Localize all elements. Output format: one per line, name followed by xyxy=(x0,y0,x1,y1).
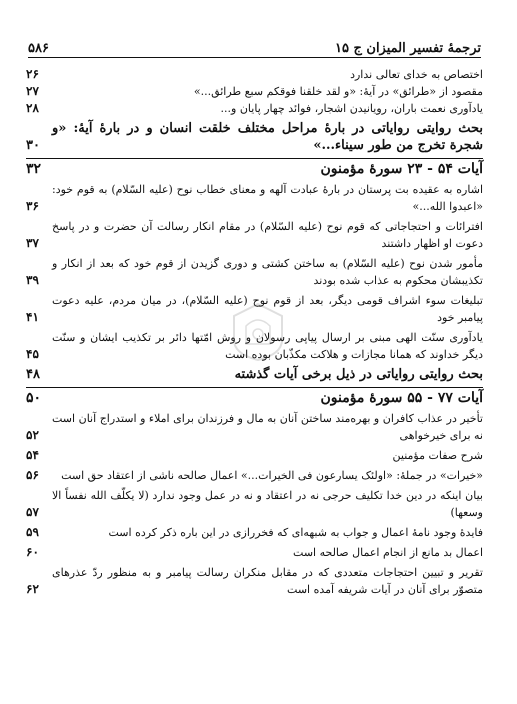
toc-entry-text: شرح صفات مؤمنین xyxy=(392,449,483,462)
toc-entry xyxy=(26,218,483,252)
toc-entry-page: ۳۶ xyxy=(26,199,39,213)
page-number: ۵۸۶ xyxy=(28,40,49,56)
section-heading-text: آیات ۵۴ - ۲۳ سورهٔ مؤمنون xyxy=(320,161,483,177)
toc-entry-page: ۳۷ xyxy=(26,236,39,250)
running-title: ترجمهٔ تفسیر المیزان ج ۱۵ xyxy=(334,40,481,56)
page-header xyxy=(28,38,481,58)
toc-entry-page: ۲۶ xyxy=(26,67,39,81)
toc-entry xyxy=(26,66,483,83)
toc-entry-narrative xyxy=(26,366,483,383)
toc-entry-text: یادآوری نعمت باران، رویانیدن اشجار، فوائد چهار پایان و... xyxy=(220,102,483,115)
toc-entry-text: تقریر و تبیین احتجاجات متعددی که در مقابل منکران رسالت پیامبر و به منظور ردّ عذرهای متصوّر برای آنان در آیات شریفه آمده است xyxy=(52,566,483,596)
toc-entry xyxy=(26,564,483,598)
toc-section-heading xyxy=(26,158,483,178)
section-heading-page: ۵۰ xyxy=(26,390,42,406)
toc-entry xyxy=(26,447,483,464)
section-heading-page: ۳۲ xyxy=(26,161,42,177)
toc-entry-page: ۵۴ xyxy=(26,448,39,462)
toc-entry xyxy=(26,100,483,117)
toc-entry-text: بحث روایتی روایاتی در ذیل برخی آیات گذشته xyxy=(234,367,483,382)
toc-entry-page: ۲۷ xyxy=(26,84,39,98)
header-rule xyxy=(28,57,481,58)
toc-entry-text: یادآوری سنّت الهی مبنی بر ارسال پیاپی رسولان و روش امّتها دائر بر تکذیب ایشان و سنّت دیگر خداوند که همانا مجازات و هلاکت مکذّبان بوده است xyxy=(52,331,483,361)
toc-entry-page: ۲۸ xyxy=(26,101,39,115)
toc-entry xyxy=(26,487,483,521)
library-watermark-emblem xyxy=(228,300,288,364)
toc-entry-text: اشاره به عقیده بت پرستان در بارهٔ عبادت آلهه و معنای خطاب نوح (علیه السّلام) به قوم خود: «اعبدوا الله...» xyxy=(52,183,483,213)
toc-entry-page: ۳۹ xyxy=(26,273,39,287)
toc-entry-narrative xyxy=(26,120,483,154)
toc-entry-text: «خیرات» در جملهٔ: «اولئک یسارعون فی الخیرات...» اعمال صالحه ناشی از اعتقاد حق است xyxy=(61,469,483,482)
toc-entry-text: مقصود از «طرائق» در آیهٔ: «و لقد خلقنا فوقکم سبع طرائق...» xyxy=(193,85,483,98)
toc-entry-text: تبلیغات سوء اشراف قومی دیگر، بعد از قوم نوح (علیه السّلام)، در میان مردم، علیه دعوت پیامبر خود xyxy=(52,294,483,324)
toc-entry-text: اختصاص به خدای تعالی ندارد xyxy=(350,68,483,81)
toc-entry-page: ۵۶ xyxy=(26,468,39,482)
toc-entry xyxy=(26,255,483,289)
toc-entry-text: بیان اینکه در دین خدا تکلیف حرجی نه در اعتقاد و نه در عمل وجود ندارد (لا یکلّف الله نفساً الا وسعها) xyxy=(52,489,483,519)
toc-entry-page: ۵۷ xyxy=(26,505,39,519)
toc-entry-page: ۵۲ xyxy=(26,428,39,442)
toc-entry-page: ۴۸ xyxy=(26,367,40,382)
toc-entry xyxy=(26,467,483,484)
toc-entry-page: ۶۰ xyxy=(26,545,39,559)
toc-entry xyxy=(26,524,483,541)
toc-entry-page: ۴۱ xyxy=(26,310,39,324)
toc-entry xyxy=(26,83,483,100)
toc-entry xyxy=(26,410,483,444)
toc-entry-text: تأخیر در عذاب کافران و بهره‌مند ساختن آنان به مال و فرزندان برای املاء و استدراج آنان است نه برای خیرخواهی xyxy=(52,412,483,442)
toc-section-heading xyxy=(26,387,483,407)
toc-entry-text: اعمال بد مانع از انجام اعمال صالحه است xyxy=(293,546,483,559)
section-heading-text: آیات ۷۷ - ۵۵ سورهٔ مؤمنون xyxy=(320,390,483,406)
toc-entry-text: بحث روایتی روایاتی در بارهٔ مراحل مختلف خلقت انسان و در بارهٔ آیهٔ: «و شجرة تخرج من طور سیناء...» xyxy=(52,121,483,153)
toc-entry-page: ۳۰ xyxy=(26,138,40,153)
toc-entry-text: فایدهٔ وجود نامهٔ اعمال و جواب به شبهه‌ای که فخررازی در این باره ذکر کرده است xyxy=(108,526,483,539)
toc-entry-text: افترائات و احتجاجاتی که قوم نوح (علیه السّلام) در مقام انکار رسالت آن حضرت و در پاسخ دعوت او اظهار داشتند xyxy=(52,220,483,250)
toc-entry-page: ۴۵ xyxy=(26,347,39,361)
toc-entry-page: ۶۲ xyxy=(26,582,39,596)
toc-entry xyxy=(26,181,483,215)
toc-entry-text: مأمور شدن نوح (علیه السّلام) به ساختن کشتی و دوری گزیدن از قوم خود که بعد از انکار و تکذیبشان محکوم به عذاب شده بودند xyxy=(52,257,483,287)
toc-entry xyxy=(26,544,483,561)
toc-entry-page: ۵۹ xyxy=(26,525,39,539)
